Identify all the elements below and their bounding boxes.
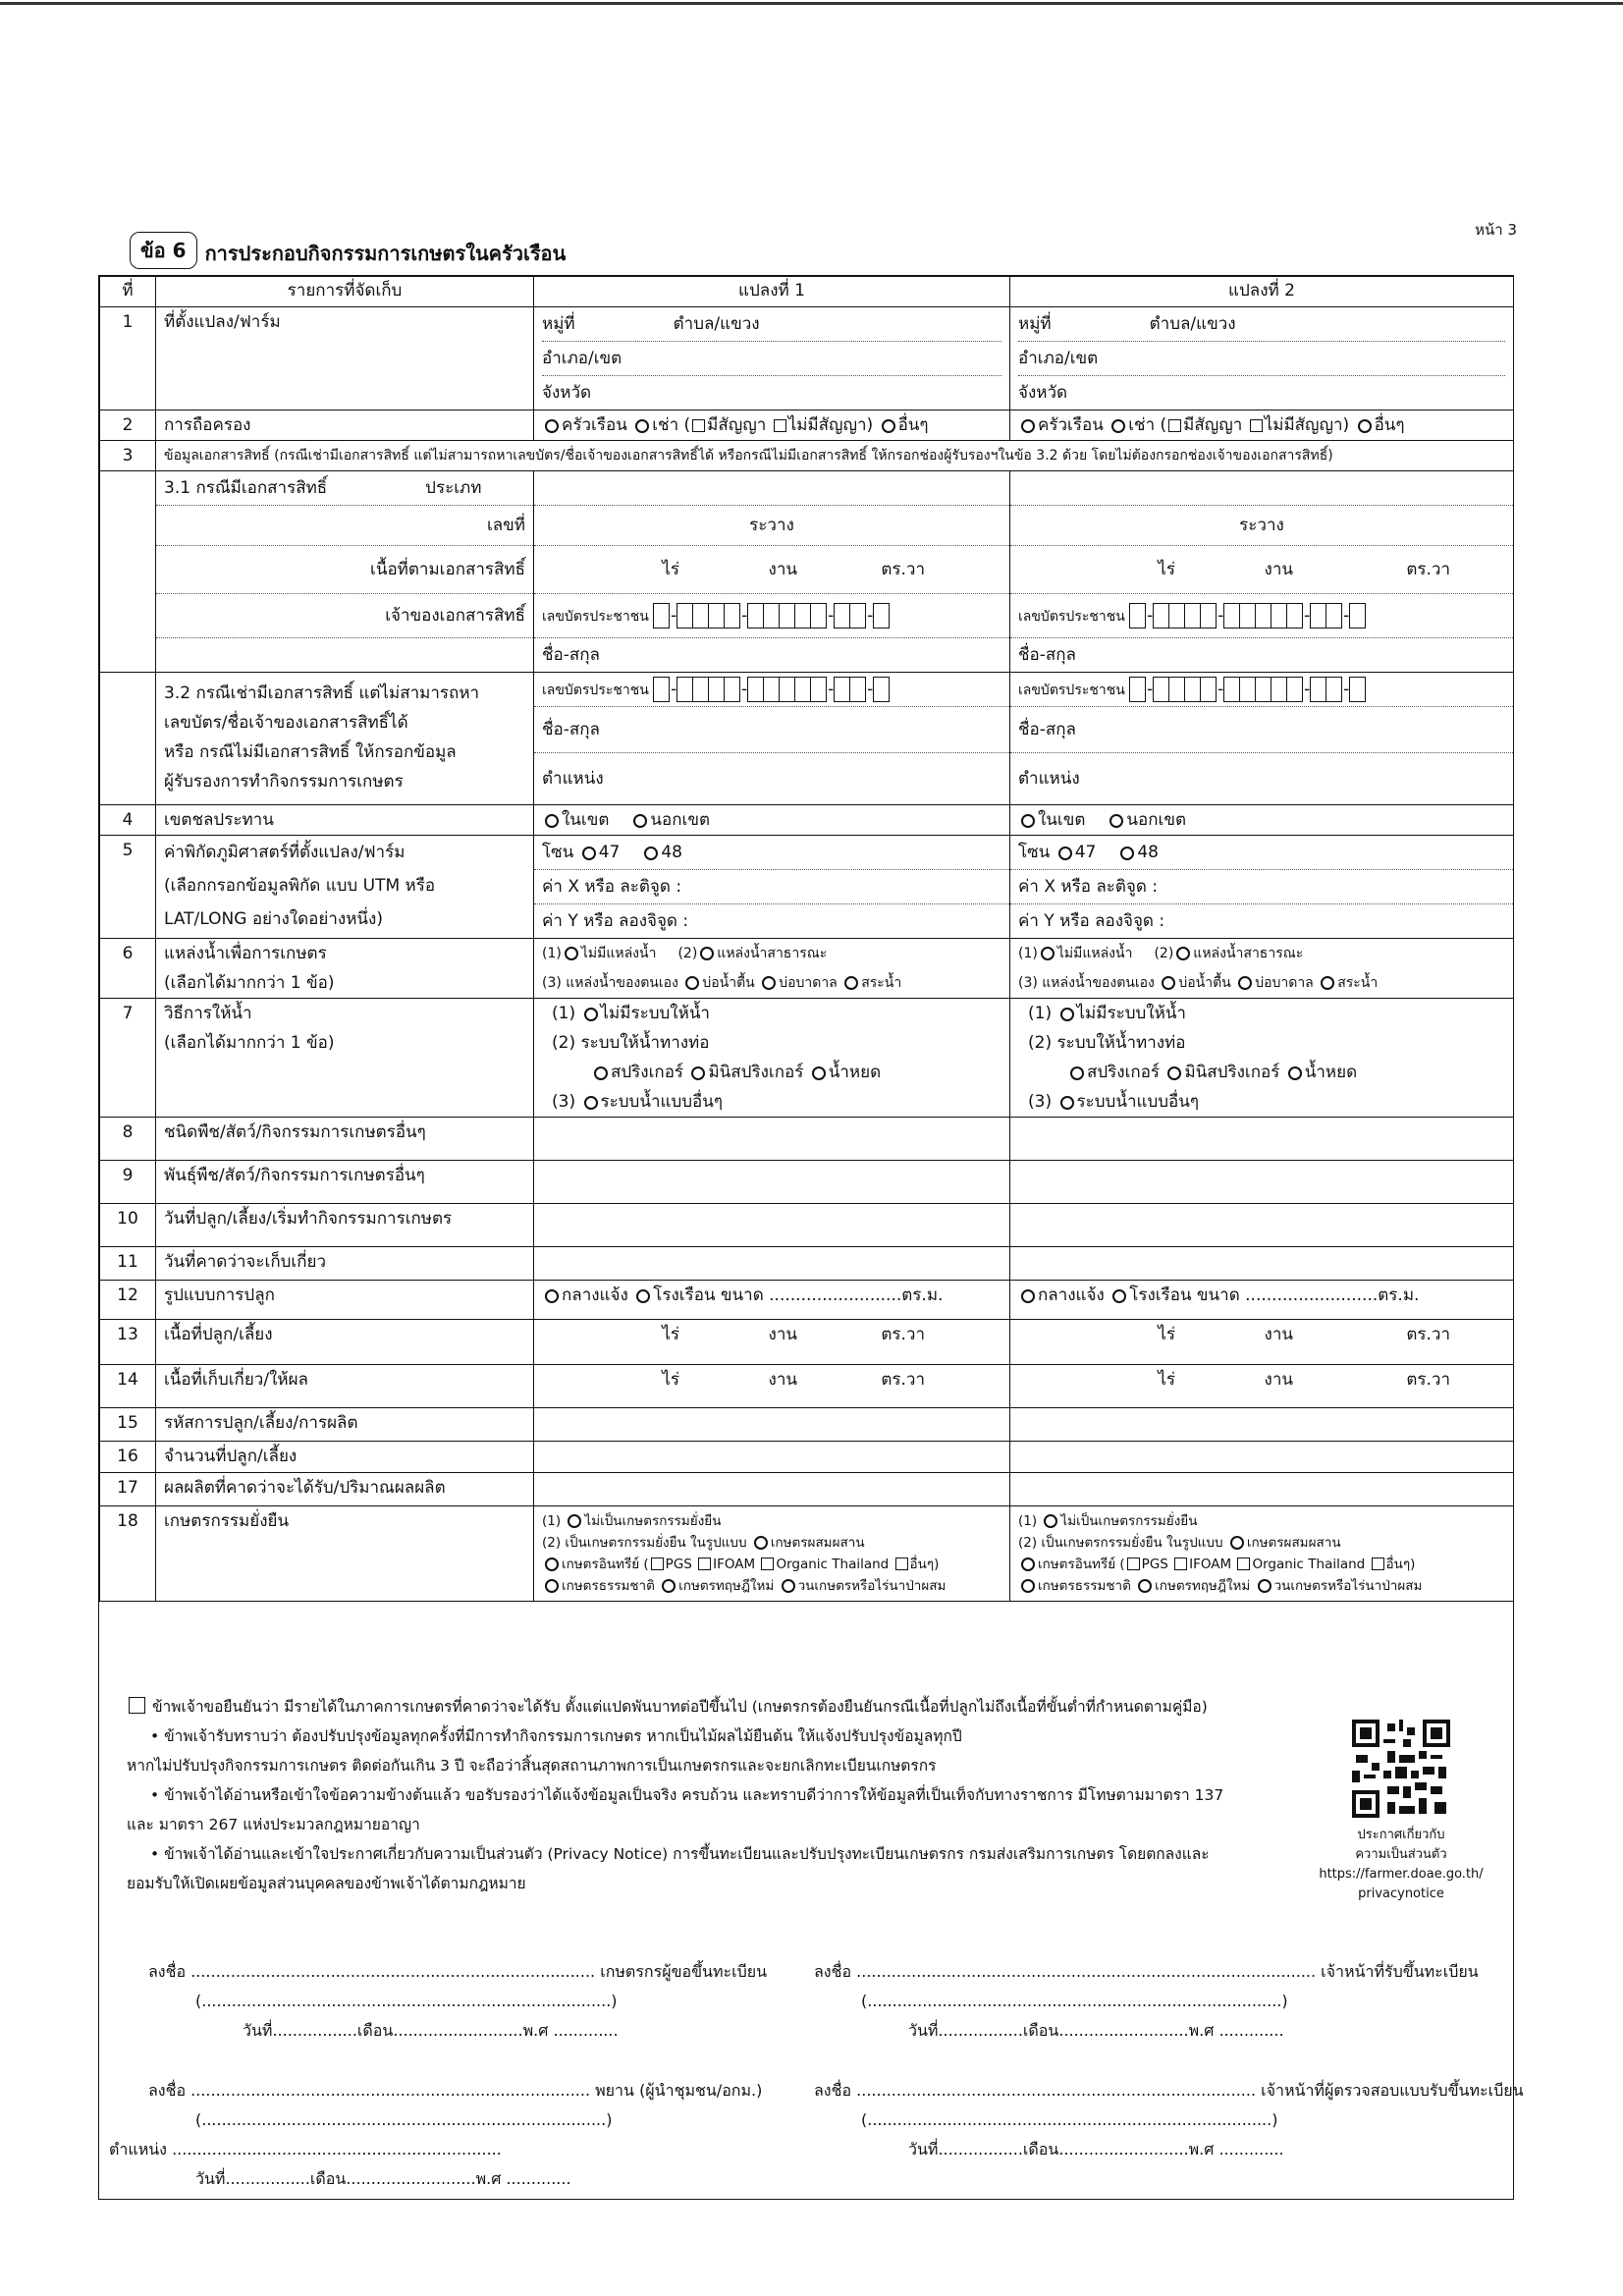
radio-agroforestry[interactable] <box>782 1579 795 1593</box>
tambon-label: ตำบล/แขวง <box>673 314 760 334</box>
row-label: ค่าพิกัดภูมิศาสตร์ที่ตั้งแปลง/ฟาร์ม (เลือกกรอกข้อมูลพิกัด แบบ UTM หรือ LAT/LONG อย่างใดอย่างหนึ่ง) <box>156 836 534 939</box>
table-row <box>100 307 1514 410</box>
table-row <box>100 471 1514 673</box>
certifier-label: 3.2 กรณีเช่ามีเอกสารสิทธิ์ แต่ไม่สามารถหา เลขบัตร/ชื่อเจ้าของเอกสารสิทธิ์ได้ หรือ กรณีไม่มีเอกสารสิทธิ์ ให้กรอกข้อมูล ผู้รับรองการทำกิจกรรมการเกษตร <box>156 673 534 805</box>
checkbox-contract[interactable] <box>1168 419 1181 432</box>
checkbox-no-contract[interactable] <box>774 419 786 432</box>
doc-labels: 3.1 กรณีมีเอกสารสิทธิ์ ประเภท เลขที่ เนื้อที่ตามเอกสารสิทธิ์ เจ้าของเอกสารสิทธิ์ <box>156 471 534 673</box>
table-row: 16 จำนวนที่ปลูก/เลี้ยง <box>100 1442 1514 1473</box>
col-item: รายการที่จัดเก็บ <box>156 277 534 307</box>
table-row <box>100 836 1514 939</box>
declaration-income: ข้าพเจ้าขอยืนยันว่า มีรายได้ในภาคการเกษตรที่คาดว่าจะได้รับ ตั้งแต่แปดพันบาทต่อปีขึ้นไป (เกษตรกรต้องยืนยันกรณีเนื้อที่ปลูกไม่ถึงเนื้อที่ขั้นต่ำที่กำหนดตามคู่มือ) <box>151 1698 1208 1716</box>
plot2-doc[interactable]: ระวาง ไร่ งาน ตร.วา เลขบัตรประชาชน - - - - ชื่อ-สกุล <box>1010 471 1514 673</box>
row-number: 2 <box>100 410 156 441</box>
tambon-label: ตำบล/แขวง <box>1149 314 1236 334</box>
plot1-quantity[interactable] <box>534 1442 1010 1473</box>
section-header <box>130 232 566 269</box>
radio-other-system[interactable] <box>1060 1096 1074 1110</box>
declaration-privacy: • ข้าพเจ้าได้อ่านและเข้าใจประกาศเกี่ยวกับความเป็นส่วนตัว (Privacy Notice) การขึ้นทะเบียนและปรับปรุงทะเบียนเกษตรกร กรมส่งเสริมการเกษตร โดยตกลงและ <box>150 1845 1210 1863</box>
amphoe-label: อำเภอ/เขต <box>542 342 1001 376</box>
province-label: จังหวัด <box>542 383 592 403</box>
radio-out-zone[interactable] <box>633 814 647 828</box>
plot2-watering: (1) ไม่มีระบบให้น้ำ (2) ระบบให้น้ำทางท่อ สปริงเกอร์ มินิสปริงเกอร์ น้ำหยด (3) ระบบน้ำแบบอื่นๆ <box>1010 999 1514 1118</box>
plot1-sustainable: (1) ไม่เป็นเกษตรกรรมยั่งยืน (2) เป็นเกษตรกรรมยั่งยืน ในรูปแบบ เกษตรผสมผสาน เกษตรอินทรีย์ ( PGS IFOAM Organic Thailand อื่นๆ) เกษตรธรรมชาติ เกษตรทฤษฎีใหม่ วนเกษตรหรือไร่นาป่าผสม <box>534 1506 1010 1602</box>
plot2-planted-area[interactable]: ไร่ งาน ตร.วา <box>1010 1320 1514 1365</box>
plot1-watering: (1) ไม่มีระบบให้น้ำ (2) ระบบให้น้ำทางท่อ สปริงเกอร์ มินิสปริงเกอร์ น้ำหยด (3) ระบบน้ำแบบอื่นๆ <box>534 999 1010 1118</box>
plot2-irrigation: ในเขต นอกเขต <box>1010 805 1514 836</box>
radio-natural[interactable] <box>1021 1579 1035 1593</box>
plot2-sustainable: (1) ไม่เป็นเกษตรกรรมยั่งยืน (2) เป็นเกษตรกรรมยั่งยืน ในรูปแบบ เกษตรผสมผสาน เกษตรอินทรีย์ ( PGS IFOAM Organic Thailand อื่นๆ) เกษตรธรรมชาติ เกษตรทฤษฎีใหม่ วนเกษตรหรือไร่นาป่าผสม <box>1010 1506 1514 1602</box>
witness-signature[interactable]: ลงชื่อ ................................................................................ พยาน (ผู้นำชุมชน/อกม.) (.................................................................................) ตำแหน่ง .................................................................. วันที่.................เดือน..........................พ.ศ ............. <box>109 2081 763 2188</box>
form-frame <box>98 275 1524 2200</box>
table-row <box>100 673 1514 805</box>
table-header <box>100 277 1514 307</box>
radio-mini-sprinkler[interactable] <box>691 1066 705 1080</box>
table-row: 11 วันที่คาดว่าจะเก็บเกี่ยว <box>100 1247 1514 1281</box>
plot2-planting-mode: กลางแจ้ง โรงเรือน ขนาด .........................ตร.ม. <box>1010 1281 1514 1320</box>
plot2-crop-type[interactable] <box>1010 1118 1514 1161</box>
radio-rent[interactable] <box>1111 419 1125 433</box>
row-number: 3 <box>100 441 156 471</box>
moo-label: หมู่ที่ <box>1018 314 1052 334</box>
table-row: 12 รูปแบบการปลูก กลางแจ้ง โรงเรือน ขนาด .........................ตร.ม. กลางแจ้ง โรงเรือน ขนาด .........................ตร.ม. <box>100 1281 1514 1320</box>
radio-pond[interactable] <box>1321 976 1334 990</box>
row-label: การถือครอง <box>156 410 534 441</box>
radio-no-system[interactable] <box>584 1008 598 1021</box>
declaration-update-cont: หากไม่ปรับปรุงกิจกรรมการเกษตร ติดต่อกันเกิน 3 ปี จะถือว่าสิ้นสุดสถานภาพการเป็นเกษตรกรและจะยกเลิกทะเบียนเกษตรกร <box>127 1757 937 1775</box>
row-label: ที่ตั้งแปลง/ฟาร์ม <box>156 307 534 410</box>
radio-rent[interactable] <box>635 419 649 433</box>
radio-mini-sprinkler[interactable] <box>1167 1066 1181 1080</box>
checkbox-organic-thailand[interactable] <box>1237 1558 1250 1570</box>
radio-no-water[interactable] <box>1041 947 1055 960</box>
plot2-harvest-date[interactable] <box>1010 1247 1514 1281</box>
section-number: ข้อ 6 <box>130 232 197 269</box>
plot2-tenure: ครัวเรือน เช่า ( มีสัญญา ไม่มีสัญญา) อื่นๆ <box>1010 410 1514 441</box>
row-label: เขตชลประทาน <box>156 805 534 836</box>
radio-not-sustainable[interactable] <box>1044 1514 1057 1528</box>
plot2-yield[interactable] <box>1010 1473 1514 1506</box>
col-plot1: แปลงที่ 1 <box>534 277 1010 307</box>
plot1-location[interactable] <box>534 307 1010 410</box>
row-number: 4 <box>100 805 156 836</box>
plot1-coordinates[interactable]: โซน 47 48 ค่า X หรือ ละติจูด : ค่า Y หรือ ลองจิจูด : <box>534 836 1010 939</box>
plot1-yield[interactable] <box>534 1473 1010 1506</box>
checkbox-contract[interactable] <box>692 419 705 432</box>
radio-out-zone[interactable] <box>1109 814 1123 828</box>
radio-shallow-well[interactable] <box>1162 976 1175 990</box>
radio-new-theory[interactable] <box>662 1579 676 1593</box>
radio-drip[interactable] <box>812 1066 826 1080</box>
radio-drip[interactable] <box>1288 1066 1302 1080</box>
section-title: การประกอบกิจกรรมการเกษตรในครัวเรือน <box>204 242 567 265</box>
scan-edge <box>0 2 1623 5</box>
checkbox-organic-thailand[interactable] <box>761 1558 774 1570</box>
plot2-location[interactable] <box>1010 307 1514 410</box>
declaration-update: • ข้าพเจ้ารับทราบว่า ต้องปรับปรุงข้อมูลทุกครั้งที่มีการทำกิจกรรมการเกษตร หากเป็นไม้ผลไม้ยืนต้น ให้แจ้งปรับปรุงข้อมูลทุกปี <box>150 1727 962 1745</box>
plot2-start-date[interactable] <box>1010 1204 1514 1247</box>
radio-pond[interactable] <box>844 976 858 990</box>
radio-shallow-well[interactable] <box>685 976 699 990</box>
page-number: หน้า 3 <box>1475 221 1517 239</box>
table-row: 18 เกษตรกรรมยั่งยืน (1) ไม่เป็นเกษตรกรรมยั่งยืน (2) เป็นเกษตรกรรมยั่งยืน ในรูปแบบ เกษตรผสมผสาน เกษตรอินทรีย์ ( PGS IFOAM Organic Thailand อื่นๆ) เกษตรธรรมชาติ เกษตรทฤษฎีใหม่ วนเกษตรหรือไร่นาป่าผสม (1) ไม่เป็นเกษตรกรรมยั่งยืน (2) เป็นเกษตรกรรมยั่งยืน ในรูปแบบ เกษตรผสมผสาน เกษตรอินทรีย์ ( PGS IFOAM Organic Thailand อื่นๆ) เกษตรธรรมชาติ เกษตรทฤษฎีใหม่ วนเกษตรหรือไร่นาป่าผสม <box>100 1506 1514 1602</box>
inspector-signature[interactable]: ลงชื่อ ................................................................................ เจ้าหน้าที่ผู้ตรวจสอบแบบรับขึ้นทะเบียน (.................................................................................) วันที่.................เดือน..........................พ.ศ ............. <box>814 2081 1524 2159</box>
plot2-harvest-area[interactable]: ไร่ งาน ตร.วา <box>1010 1365 1514 1408</box>
table-row <box>100 999 1514 1118</box>
radio-zone-48[interactable] <box>644 847 658 860</box>
table-row <box>100 410 1514 441</box>
radio-sprinkler[interactable] <box>594 1066 608 1080</box>
radio-other[interactable] <box>882 419 895 433</box>
radio-other[interactable] <box>1358 419 1372 433</box>
qr-caption: ประกาศเกี่ยวกับ ความเป็นส่วนตัว https://farmer.doae.go.th/ privacynotice <box>1319 1828 1484 1901</box>
province-label: จังหวัด <box>1018 383 1068 403</box>
radio-greenhouse[interactable] <box>1112 1289 1126 1303</box>
checkbox-other[interactable] <box>1372 1558 1384 1570</box>
plot1-planting-mode: กลางแจ้ง โรงเรือน ขนาด .........................ตร.ม. <box>534 1281 1010 1320</box>
checkbox-pgs[interactable] <box>1127 1558 1140 1570</box>
plot2-code[interactable] <box>1010 1408 1514 1442</box>
farmer-signature[interactable]: ลงชื่อ ................................................................................. เกษตรกรผู้ขอขึ้นทะเบียน (..................................................................................) วันที่.................เดือน..........................พ.ศ ............. <box>148 1962 768 2040</box>
radio-public-water[interactable] <box>700 947 714 960</box>
row-label: วิธีการให้น้ำ (เลือกได้มากกว่า 1 ข้อ) <box>156 999 534 1118</box>
row-number: 7 <box>100 999 156 1118</box>
moo-label: หมู่ที่ <box>542 314 575 334</box>
table-row: 9 พันธุ์พืช/สัตว์/กิจกรรมการเกษตรอื่นๆ <box>100 1161 1514 1204</box>
row-number: 1 <box>100 307 156 410</box>
plot1-harvest-area[interactable]: ไร่ งาน ตร.วา <box>534 1365 1010 1408</box>
radio-public-water[interactable] <box>1176 947 1190 960</box>
radio-household[interactable] <box>1021 419 1035 433</box>
checkbox-ifoam[interactable] <box>698 1558 711 1570</box>
plot2-variety[interactable] <box>1010 1161 1514 1204</box>
plot1-code[interactable] <box>534 1408 1010 1442</box>
col-plot2: แปลงที่ 2 <box>1010 277 1514 307</box>
radio-no-system[interactable] <box>1060 1008 1074 1021</box>
row-number: 5 <box>100 836 156 939</box>
plot1-harvest-date[interactable] <box>534 1247 1010 1281</box>
amphoe-label: อำเภอ/เขต <box>1018 342 1505 376</box>
radio-organic[interactable] <box>545 1558 559 1571</box>
declaration-truth-cont: และ มาตรา 267 แห่งประมวลกฎหมายอาญา <box>127 1816 420 1833</box>
radio-integrated[interactable] <box>1230 1536 1244 1550</box>
checkbox-other[interactable] <box>895 1558 908 1570</box>
table-row: 10 วันที่ปลูก/เลี้ยง/เริ่มทำกิจกรรมการเกษตร <box>100 1204 1514 1247</box>
table-row: 13 เนื้อที่ปลูก/เลี้ยง ไร่ งาน ตร.วา ไร่ งาน ตร.วา <box>100 1320 1514 1365</box>
plot1-irrigation: ในเขต นอกเขต <box>534 805 1010 836</box>
radio-natural[interactable] <box>545 1579 559 1593</box>
plot1-tenure: ครัวเรือน เช่า ( มีสัญญา ไม่มีสัญญา) อื่นๆ <box>534 410 1010 441</box>
radio-zone-48[interactable] <box>1120 847 1134 860</box>
radio-organic[interactable] <box>1021 1558 1035 1571</box>
qr-code-icon[interactable] <box>1352 1720 1450 1818</box>
checkbox-pgs[interactable] <box>651 1558 664 1570</box>
table-row: 14 เนื้อที่เก็บเกี่ยว/ให้ผล ไร่ งาน ตร.วา ไร่ งาน ตร.วา <box>100 1365 1514 1408</box>
radio-in-zone[interactable] <box>545 814 559 828</box>
radio-other-system[interactable] <box>584 1096 598 1110</box>
declaration-privacy-cont: ยอมรับให้เปิดเผยข้อมูลส่วนบุคคลของข้าพเจ้าได้ตามกฎหมาย <box>127 1875 526 1892</box>
plot1-certifier[interactable]: เลขบัตรประชาชน - - - - ชื่อ-สกุล ตำแหน่ง <box>534 673 1010 805</box>
plot2-water-source: (1) ไม่มีแหล่งน้ำ (2) แหล่งน้ำสาธารณะ (3) แหล่งน้ำของตนเอง บ่อน้ำตื้น บ่อบาดาล สระน้ำ <box>1010 939 1514 999</box>
plot1-water-source: (1) ไม่มีแหล่งน้ำ (2) แหล่งน้ำสาธารณะ (3) แหล่งน้ำของตนเอง บ่อน้ำตื้น บ่อบาดาล สระน้ำ <box>534 939 1010 999</box>
plot2-coordinates[interactable]: โซน 47 48 ค่า X หรือ ละติจูด : ค่า Y หรือ ลองจิจูด : <box>1010 836 1514 939</box>
table-row <box>100 441 1514 471</box>
row-number: 6 <box>100 939 156 999</box>
plot2-certifier[interactable]: เลขบัตรประชาชน - - - - ชื่อ-สกุล ตำแหน่ง <box>1010 673 1514 805</box>
confirm-income-checkbox[interactable] <box>129 1697 145 1714</box>
radio-integrated[interactable] <box>754 1536 768 1550</box>
radio-new-theory[interactable] <box>1138 1579 1152 1593</box>
radio-outdoor[interactable] <box>1021 1289 1035 1303</box>
registrar-signature[interactable]: ลงชื่อ ............................................................................................ เจ้าหน้าที่รับขึ้นทะเบียน (...................................................................................) วันที่.................เดือน..........................พ.ศ ............. <box>814 1962 1479 2040</box>
declaration-truth: • ข้าพเจ้าได้อ่านหรือเข้าใจข้อความข้างต้นแล้ว ขอรับรองว่าได้แจ้งข้อมูลเป็นจริง ครบถ้วน และทราบดีว่าการให้ข้อมูลที่เป็นเท็จกับทางราชการ มีโทษตามมาตรา 137 <box>150 1786 1224 1804</box>
table-row <box>100 939 1514 999</box>
plot1-crop-type[interactable] <box>534 1118 1010 1161</box>
radio-no-water[interactable] <box>565 947 578 960</box>
row-label: แหล่งน้ำเพื่อการเกษตร (เลือกได้มากกว่า 1 ข้อ) <box>156 939 534 999</box>
radio-zone-47[interactable] <box>582 847 596 860</box>
col-no: ที่ <box>100 277 156 307</box>
plot1-variety[interactable] <box>534 1161 1010 1204</box>
radio-agroforestry[interactable] <box>1258 1579 1271 1593</box>
radio-household[interactable] <box>545 419 559 433</box>
table-row: 15 รหัสการปลูก/เลี้ยง/การผลิต <box>100 1408 1514 1442</box>
plot1-planted-area[interactable]: ไร่ งาน ตร.วา <box>534 1320 1010 1365</box>
checkbox-no-contract[interactable] <box>1250 419 1263 432</box>
radio-zone-47[interactable] <box>1058 847 1072 860</box>
checkbox-ifoam[interactable] <box>1174 1558 1187 1570</box>
radio-deep-well[interactable] <box>1238 976 1252 990</box>
table-row <box>100 805 1514 836</box>
radio-not-sustainable[interactable] <box>568 1514 581 1528</box>
plot1-start-date[interactable] <box>534 1204 1010 1247</box>
radio-greenhouse[interactable] <box>636 1289 650 1303</box>
activity-table <box>99 276 1514 1602</box>
table-row: 17 ผลผลิตที่คาดว่าจะได้รับ/ปริมาณผลผลิต <box>100 1473 1514 1506</box>
plot2-quantity[interactable] <box>1010 1442 1514 1473</box>
plot1-doc[interactable]: ระวาง ไร่ งาน ตร.วา เลขบัตรประชาชน - - - - ชื่อ-สกุล <box>534 471 1010 673</box>
row-label: ข้อมูลเอกสารสิทธิ์ (กรณีเช่ามีเอกสารสิทธิ์ แต่ไม่สามารถหาเลขบัตร/ชื่อเจ้าของเอกสารสิทธิ์ได้ หรือกรณีไม่มีเอกสารสิทธิ์ ให้กรอกช่องผู้รับรองฯในข้อ 3.2 ด้วย โดยไม่ต้องกรอกช่องเจ้าของเอกสารสิทธิ์) <box>156 441 1514 471</box>
radio-outdoor[interactable] <box>545 1289 559 1303</box>
table-row: 8 ชนิดพืช/สัตว์/กิจกรรมการเกษตรอื่นๆ <box>100 1118 1514 1161</box>
radio-in-zone[interactable] <box>1021 814 1035 828</box>
radio-sprinkler[interactable] <box>1070 1066 1084 1080</box>
radio-deep-well[interactable] <box>762 976 776 990</box>
declaration <box>127 1692 1472 1898</box>
